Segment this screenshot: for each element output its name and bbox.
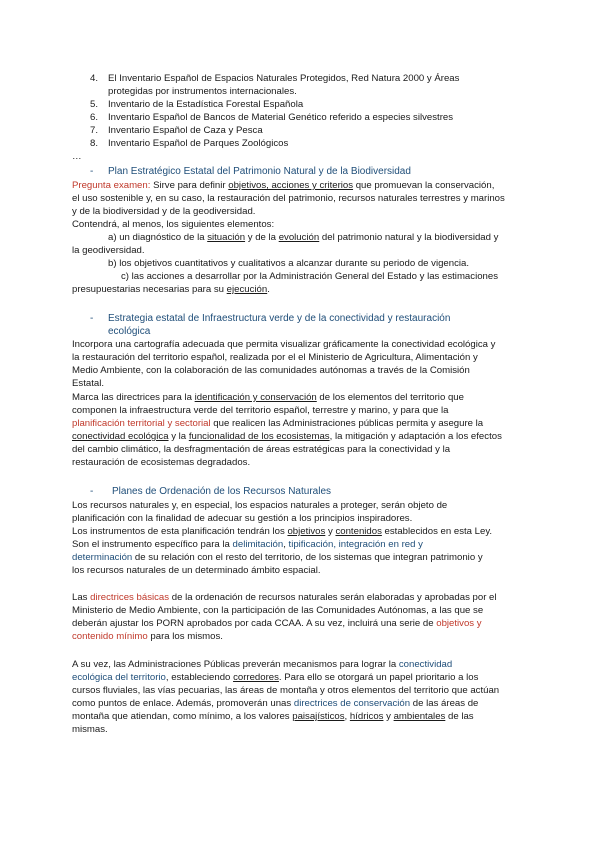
paragraph-line: mismas. xyxy=(72,724,108,735)
text-run: para los mismos. xyxy=(147,631,223,642)
blue-highlight: ecológica del territorio xyxy=(72,672,166,683)
paragraph-line: la geodiversidad. xyxy=(72,245,145,256)
paragraph-line: c) las acciones a desarrollar por la Administración General del Estado y las estimaciones xyxy=(121,271,498,282)
text-run: . xyxy=(267,284,270,295)
paragraph-line xyxy=(72,284,270,296)
underlined-term: identificación y conservación xyxy=(194,392,317,403)
underlined-term: paisajísticos xyxy=(292,711,345,722)
section-bullet: - xyxy=(90,166,94,177)
text-run: que promuevan la conservación, xyxy=(353,180,495,191)
text-run: , la mitigación y adaptación a los efectos xyxy=(329,431,502,442)
text-run: y la xyxy=(168,431,189,442)
paragraph-line: Incorpora una cartografía adecuada que permita visualizar gráficamente la conectividad ecológica y xyxy=(72,339,496,350)
text-run: como puntos de enlace. Además, promoverán unas xyxy=(72,698,294,709)
red-highlight: directrices básicas xyxy=(90,592,170,603)
paragraph-line: Los recursos naturales y, en especial, los espacios naturales a proteger, serán objeto de xyxy=(72,500,448,511)
blue-highlight: conectividad xyxy=(398,659,453,670)
paragraph-line xyxy=(72,711,474,723)
list-number: 6. xyxy=(90,112,99,123)
text-run: de las xyxy=(445,711,474,722)
underlined-term: corredores xyxy=(233,672,279,683)
underlined-term: evolución xyxy=(278,232,320,243)
text-run: deberán ajustar los PORN aprobados por cada CCAA. A su vez, incluirá una serie de xyxy=(72,618,437,629)
text-run: , estableciendo xyxy=(165,672,234,683)
text-run: Los instrumentos de esta planificación tendrán los xyxy=(72,526,288,537)
text-run: Sirve para definir xyxy=(150,180,229,191)
paragraph-line: cursos fluviales, las vías pecuarias, las áreas de montaña y otros elementos del territorio que actúan xyxy=(72,685,500,696)
paragraph-line xyxy=(72,180,494,192)
red-highlight: planificación territorial y sectorial xyxy=(72,418,211,429)
underlined-term: objetivos xyxy=(287,526,326,537)
text-run: . Para ello se otorgará un papel prioritario a los xyxy=(278,672,479,683)
section-bullet: - xyxy=(90,486,94,497)
paragraph-line xyxy=(108,232,498,244)
ellipsis: … xyxy=(72,151,82,162)
red-highlight: contenido mínimo xyxy=(72,631,148,642)
list-item-continuation: protegidas por instrumentos internacionales. xyxy=(108,86,297,97)
underlined-term: contenidos xyxy=(335,526,382,537)
text-run: a) un diagnóstico de la xyxy=(108,232,208,243)
paragraph-line xyxy=(72,526,492,538)
paragraph-line xyxy=(72,431,502,443)
text-run: , xyxy=(344,711,350,722)
underlined-term: objetivos, acciones y criterios xyxy=(228,180,354,191)
red-highlight: objetivos y xyxy=(436,618,482,629)
paragraph-line xyxy=(72,592,497,604)
text-run: de su relación con el resto del territorio, de los sistemas que integran patrimonio y xyxy=(132,552,483,563)
text-run: y xyxy=(325,526,336,537)
exam-highlight: Pregunta examen: xyxy=(72,180,151,191)
paragraph-line xyxy=(72,631,223,643)
list-item: Inventario Español de Bancos de Material Genético referido a especies silvestres xyxy=(108,112,454,123)
blue-highlight: delimitación xyxy=(232,539,284,550)
list-item: Inventario Español de Caza y Pesca xyxy=(108,125,263,136)
underlined-term: ejecución xyxy=(226,284,268,295)
blue-highlight: tipificación, integración en red y xyxy=(288,539,423,550)
underlined-term: situación xyxy=(207,232,246,243)
list-number: 7. xyxy=(90,125,99,136)
text-run: montaña que atiendan, como mínimo, a los valores xyxy=(72,711,293,722)
underlined-term: conectividad ecológica xyxy=(72,431,169,442)
paragraph-line: Contendrá, al menos, los siguientes elementos: xyxy=(72,219,275,230)
paragraph-line xyxy=(72,618,482,630)
section-heading-continuation: ecológica xyxy=(108,326,151,337)
text-run: presupuestarias necesarias para su xyxy=(72,284,227,295)
text-run: Las xyxy=(72,592,91,603)
text-run: establecidos en esta Ley. xyxy=(381,526,493,537)
paragraph-line xyxy=(72,672,478,684)
section-heading: Estrategia estatal de Infraestructura verde y de la conectividad y restauración xyxy=(108,313,451,324)
text-run: Marca las directrices para la xyxy=(72,392,195,403)
paragraph-line: Ministerio de Medio Ambiente, con la participación de las Comunidades Autónomas, a las que se xyxy=(72,605,484,616)
text-run: , xyxy=(283,539,289,550)
paragraph-line xyxy=(72,552,483,564)
section-bullet: - xyxy=(90,313,94,324)
section-heading: Plan Estratégico Estatal del Patrimonio Natural y de la Biodiversidad xyxy=(108,166,411,177)
text-run: que realicen las Administraciones públicas permita y asegure la xyxy=(210,418,484,429)
list-number: 8. xyxy=(90,138,99,149)
paragraph-line: y de la biodiversidad y de la geodiversidad. xyxy=(72,206,256,217)
paragraph-line: Medio Ambiente, con la colaboración de las comunidades autónomas a través de la Comisión xyxy=(72,365,470,376)
text-run: de las áreas de xyxy=(410,698,479,709)
paragraph-line: la restauración del territorio español, realizada por el el Ministerio de Agricultura, Alimentación y xyxy=(72,352,478,363)
text-run: y de la xyxy=(245,232,279,243)
list-number: 5. xyxy=(90,99,99,110)
list-number: 4. xyxy=(90,73,99,84)
paragraph-line xyxy=(72,698,478,710)
underlined-term: funcionalidad de los ecosistemas xyxy=(188,431,330,442)
paragraph-line xyxy=(72,392,464,404)
blue-highlight: determinación xyxy=(72,552,133,563)
text-run: y xyxy=(383,711,394,722)
list-item: El Inventario Español de Espacios Naturales Protegidos, Red Natura 2000 y Áreas xyxy=(108,73,460,84)
text-run: A su vez, las Administraciones Públicas preverán mecanismos para lograr la xyxy=(72,659,399,670)
text-run: de los elementos del territorio que xyxy=(316,392,464,403)
paragraph-line: Estatal. xyxy=(72,378,104,389)
blue-highlight: directrices de conservación xyxy=(293,698,411,709)
paragraph-line: b) los objetivos cuantitativos y cualitativos a alcanzar durante su periodo de vigencia. xyxy=(108,258,470,269)
paragraph-line xyxy=(72,539,423,551)
paragraph-line xyxy=(72,418,483,430)
underlined-term: hídricos xyxy=(349,711,384,722)
text-run: de la ordenación de recursos naturales serán elaboradas y aprobadas por el xyxy=(169,592,497,603)
paragraph-line xyxy=(72,659,452,671)
section-heading: Planes de Ordenación de los Recursos Naturales xyxy=(112,486,332,497)
paragraph-line: el uso sostenible y, en su caso, la restauración del patrimonio, recursos naturales terrestres y marinos xyxy=(72,193,505,204)
text-run: Son el instrumento específico para la xyxy=(72,539,233,550)
list-item: Inventario Español de Parques Zoológicos xyxy=(108,138,289,149)
list-item: Inventario de la Estadística Forestal Española xyxy=(108,99,304,110)
paragraph-line: del cambio climático, la desfragmentación de áreas estratégicas para la conectividad y la xyxy=(72,444,451,455)
text-run: del patrimonio natural y la biodiversidad y xyxy=(319,232,499,243)
underlined-term: ambientales xyxy=(393,711,446,722)
paragraph-line: restauración de ecosistemas degradados. xyxy=(72,457,251,468)
paragraph-line: planificación con la finalidad de adecuar su gestión a los principios inspiradores. xyxy=(72,513,413,524)
paragraph-line: los recursos naturales de un determinado ámbito espacial. xyxy=(72,565,321,576)
paragraph-line: componen la infraestructura verde del territorio español, terrestre y marino, y para que la xyxy=(72,405,449,416)
